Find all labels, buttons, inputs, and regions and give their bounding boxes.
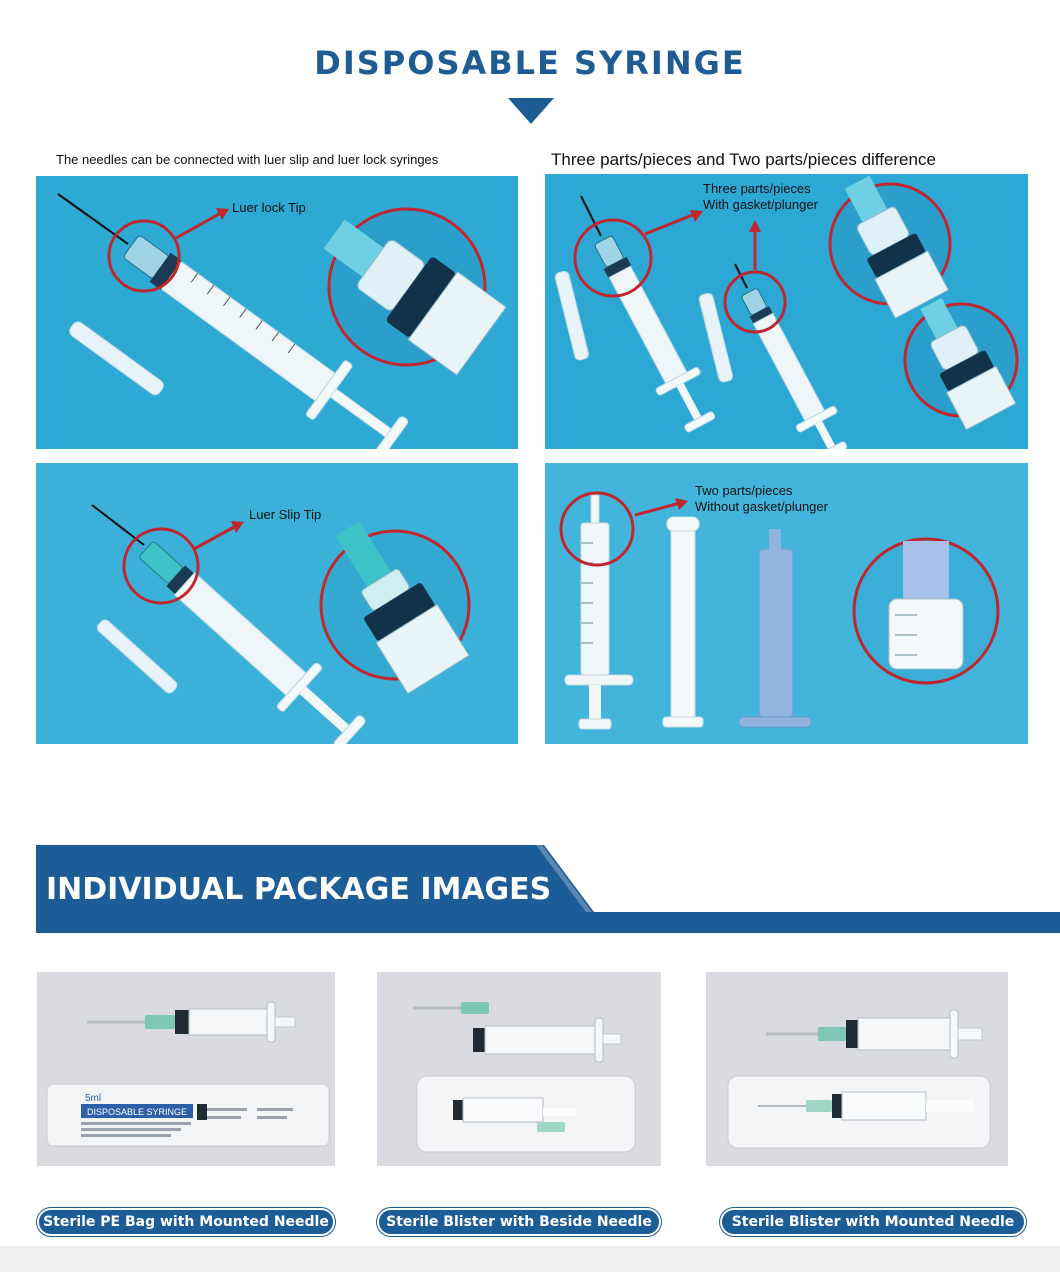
package-brand-text: DISPOSABLE SYRINGE xyxy=(87,1107,188,1117)
luer-lock-label: Luer lock Tip xyxy=(232,200,306,215)
luer-slip-label: Luer Slip Tip xyxy=(249,507,322,522)
two-parts-panel xyxy=(545,463,1028,744)
parts-difference-caption: Three parts/pieces and Two parts/pieces difference xyxy=(551,150,936,169)
three-parts-label-line1: Three parts/pieces xyxy=(703,181,811,196)
three-parts-panel xyxy=(545,174,1028,449)
blister-mounted-needle-label: Sterile Blister with Mounted Needle xyxy=(720,1208,1026,1236)
page-title: DISPOSABLE SYRINGE xyxy=(314,44,746,82)
three-parts-label-line2: With gasket/plunger xyxy=(703,197,818,212)
two-parts-label-line2: Without gasket/plunger xyxy=(695,499,828,514)
three-parts-syringe-image xyxy=(545,174,1028,449)
luer-lock-syringe-image xyxy=(36,176,518,449)
blister-mounted-needle-photo xyxy=(706,972,1008,1166)
two-parts-label xyxy=(695,483,828,515)
luer-slip-panel xyxy=(36,463,518,744)
down-triangle-icon xyxy=(508,98,554,124)
pe-bag-label: Sterile PE Bag with Mounted Needle xyxy=(37,1208,335,1236)
package-section-title: INDIVIDUAL PACKAGE IMAGES xyxy=(46,872,552,907)
footer-band xyxy=(0,1246,1060,1272)
package-volume-text: 5ml xyxy=(85,1093,102,1104)
luer-slip-syringe-image xyxy=(36,463,518,744)
three-parts-label xyxy=(703,181,818,213)
luer-caption: The needles can be connected with luer slip and luer lock syringes xyxy=(56,152,439,167)
blister-beside-needle-label: Sterile Blister with Beside Needle xyxy=(377,1208,661,1236)
luer-lock-panel xyxy=(36,176,518,449)
two-parts-label-line1: Two parts/pieces xyxy=(695,483,793,498)
pe-bag-photo xyxy=(37,972,335,1166)
blister-beside-needle-photo xyxy=(377,972,661,1166)
